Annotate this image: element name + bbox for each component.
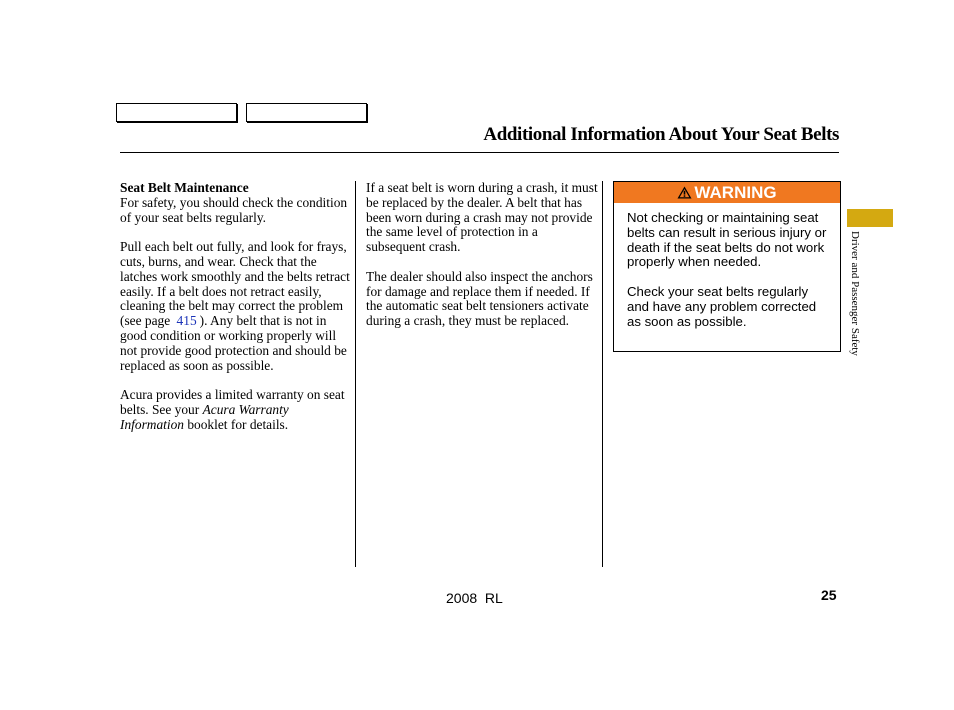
section-heading: Seat Belt Maintenance — [120, 180, 249, 195]
page-title: Additional Information About Your Seat Belts — [483, 124, 839, 145]
title-divider — [120, 152, 839, 153]
paragraph: If a seat belt is worn during a crash, it must be replaced by the dealer. A belt that has been worn during a crash may not provide the same level of protection in a subsequent crash. — [366, 180, 598, 255]
warning-triangle-icon — [677, 186, 692, 199]
nav-button-next[interactable] — [246, 103, 367, 122]
warning-header — [614, 182, 840, 203]
column-left — [120, 181, 352, 447]
booklet-title: Acura Warranty Information — [120, 401, 289, 432]
warning-text: Check your seat belts regularly and have any problem corrected as soon as possible. — [627, 283, 817, 329]
paragraph-text: For safety, you should check the condition of your seat belts regularly. — [120, 194, 348, 225]
page-number: 25 — [821, 587, 837, 603]
paragraph — [120, 240, 352, 373]
paragraph — [120, 388, 352, 432]
column-divider — [602, 181, 603, 567]
paragraph-text: booklet for details. — [187, 416, 289, 432]
section-tab-label: Driver and Passenger Safety — [849, 231, 861, 356]
warning-box — [613, 181, 841, 352]
nav-button-previous[interactable] — [116, 103, 237, 122]
footer-model: 2008 RL — [446, 590, 503, 606]
column-divider — [355, 181, 356, 567]
warning-label: WARNING — [694, 182, 777, 202]
section-tab[interactable] — [847, 209, 893, 227]
warning-body — [614, 203, 840, 329]
paragraph-text: Pull each belt out fully, and look for frays, cuts, burns, and wear. Check that the latches work smoothly and the belts retract easily. If a belt does not retract easily, cleaning the belt may correct the problem (see page — [120, 239, 350, 329]
section-block — [120, 181, 352, 225]
paragraph: The dealer should also inspect the anchors for damage and replace them if needed. If the automatic seat belt tensioners activate during a crash, they must be replaced. — [366, 268, 593, 329]
column-middle — [366, 181, 598, 344]
page-reference-link[interactable]: 415 — [176, 313, 197, 329]
paragraph-text: Acura provides a limited warranty on seat belts. See your — [120, 387, 345, 417]
warning-text: Not checking or maintaining seat belts can result in serious injury or death if the seat belts do not work properly when needed. — [627, 210, 827, 270]
paragraph-text: ). Any belt that is not in good condition or working properly will not provide good protection and should be replaced as soon as possible. — [120, 313, 347, 373]
